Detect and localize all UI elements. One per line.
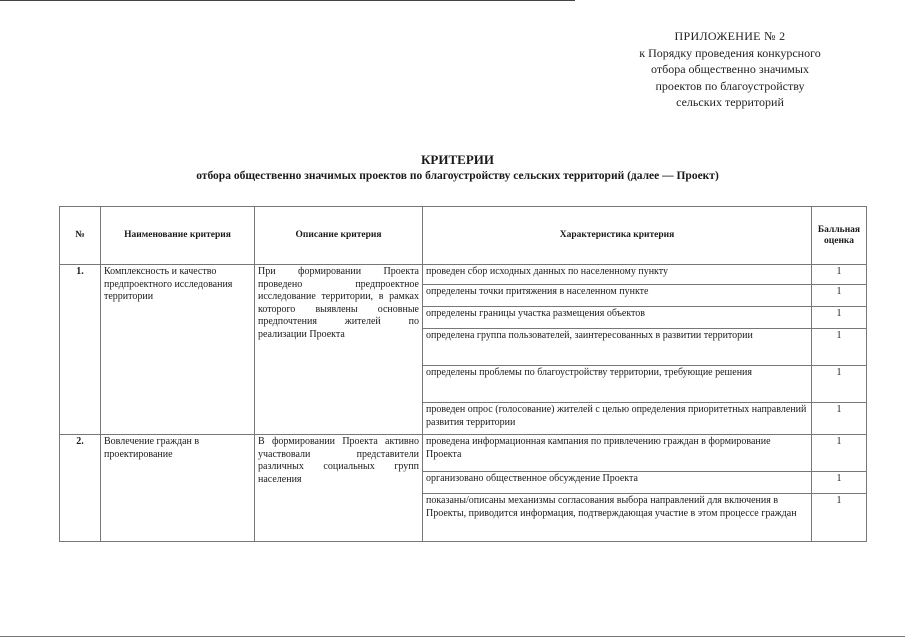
criterion-name: Комплексность и качество предпроектного исследования территории <box>101 265 255 435</box>
table-row <box>60 435 867 472</box>
criterion-characteristic: проведен опрос (голосование) жителей с целью определения приоритетных направлений развития территории <box>423 403 812 435</box>
header-description: Описание критерия <box>255 207 423 265</box>
appendix-line: к Порядку проведения конкурсного <box>639 45 821 60</box>
header-score: Балльная оценка <box>812 207 867 265</box>
appendix-block <box>590 28 870 111</box>
criterion-characteristic: определены точки притяжения в населенном пункте <box>423 285 812 307</box>
criterion-characteristic: определены границы участка размещения объектов <box>423 307 812 329</box>
criteria-table <box>59 206 867 542</box>
criterion-characteristic: проведен сбор исходных данных по населенному пункту <box>423 265 812 285</box>
criterion-score: 1 <box>812 285 867 307</box>
criterion-number: 1. <box>60 265 101 435</box>
document-subtitle: отбора общественно значимых проектов по благоустройству сельских территорий (далее — Проект) <box>196 170 719 182</box>
table-row <box>60 265 867 285</box>
criterion-number: 2. <box>60 435 101 542</box>
header-characteristic: Характеристика критерия <box>423 207 812 265</box>
table-header-row <box>60 207 867 265</box>
criterion-characteristic: показаны/описаны механизмы согласования выбора направлений для включения в Проекты, приводится информация, подтверждающая участие в этом процессе граждан <box>423 494 812 542</box>
appendix-line: сельских территорий <box>676 95 784 109</box>
criterion-score: 1 <box>812 435 867 472</box>
bottom-rule <box>0 636 905 637</box>
header-name: Наименование критерия <box>101 207 255 265</box>
appendix-label: ПРИЛОЖЕНИЕ № 2 <box>674 29 786 43</box>
top-rule <box>0 0 575 1</box>
criterion-characteristic: определена группа пользователей, заинтересованных в развитии территории <box>423 329 812 366</box>
criterion-score: 1 <box>812 265 867 285</box>
criterion-score: 1 <box>812 366 867 403</box>
criterion-score: 1 <box>812 472 867 494</box>
criterion-characteristic: определены проблемы по благоустройству территории, требующие решения <box>423 366 812 403</box>
criterion-score: 1 <box>812 494 867 542</box>
criterion-characteristic: проведена информационная кампания по привлечению граждан в формирование Проекта <box>423 435 812 472</box>
document-title: КРИТЕРИИ <box>421 152 494 167</box>
criterion-name: Вовлечение граждан в проектирование <box>101 435 255 542</box>
criterion-score: 1 <box>812 403 867 435</box>
criterion-score: 1 <box>812 329 867 366</box>
document-heading <box>90 151 825 184</box>
criterion-description: При формировании Проекта проведено предпроектное исследование территории, в рамках которого выявлены основные предпочтения жителей по реализации Проекта <box>255 265 423 435</box>
appendix-line: проектов по благоустройству <box>655 78 805 93</box>
criterion-characteristic: организовано общественное обсуждение Проекта <box>423 472 812 494</box>
criterion-description: В формировании Проекта активно участвовали представители различных социальных групп населения <box>255 435 423 542</box>
criterion-score: 1 <box>812 307 867 329</box>
appendix-line: отбора общественно значимых <box>651 62 809 76</box>
header-num: № <box>60 207 101 265</box>
